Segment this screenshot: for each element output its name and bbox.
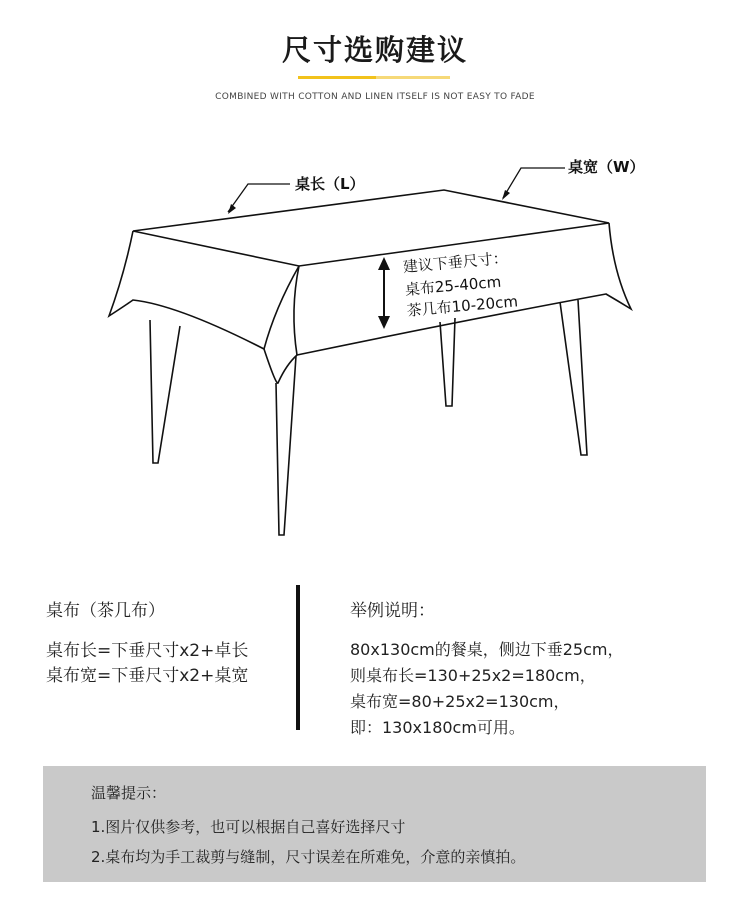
title-accent-bar xyxy=(298,76,376,79)
example-section xyxy=(350,596,624,741)
formula-heading: 桌布（茶几布） xyxy=(46,601,165,621)
table-leg-front-left xyxy=(276,356,296,535)
length-pointer xyxy=(228,184,290,212)
drop-arrow-up xyxy=(378,257,390,270)
example-line: 即：130x180cm可用。 xyxy=(350,718,525,737)
length-label: 桌长（L） xyxy=(295,175,365,193)
formula-width: 桌布宽=下垂尺寸x2+桌宽 xyxy=(46,666,249,686)
table-leg-back-left xyxy=(150,320,180,463)
example-heading: 举例说明： xyxy=(350,601,435,621)
tips-heading: 温馨提示： xyxy=(91,784,167,802)
width-pointer xyxy=(503,168,565,198)
example-line: 80x130cm的餐桌，侧边下垂25cm， xyxy=(350,640,624,659)
drop-coffee-table: 茶几布10-20cm xyxy=(406,292,519,320)
tips-box xyxy=(43,766,706,882)
width-label: 桌宽（W） xyxy=(568,158,645,176)
table-diagram xyxy=(0,140,750,560)
drop-arrow-down xyxy=(378,316,390,329)
drop-title: 建议下垂尺寸： xyxy=(402,248,509,277)
table-leg-back-right xyxy=(440,318,455,406)
example-line: 桌布宽=80+25x2=130cm， xyxy=(350,692,570,711)
tip-item: 2.桌布均为手工裁剪与缝制，尺寸误差在所难免，介意的亲慎拍。 xyxy=(91,848,526,866)
formula-length: 桌布长=下垂尺寸x2+卓长 xyxy=(46,641,249,661)
title-accent-bar-light xyxy=(376,76,450,79)
table-top xyxy=(133,190,609,266)
formula-section xyxy=(46,596,248,689)
drop-tablecloth: 桌布25-40cm xyxy=(404,272,502,299)
page-title: 尺寸选购建议 xyxy=(281,33,468,67)
example-line: 则桌布长=130+25x2=180cm， xyxy=(350,666,596,685)
tablecloth-drape-left xyxy=(109,231,299,349)
column-divider xyxy=(296,585,300,730)
tip-item: 1.图片仅供参考，也可以根据自己喜好选择尺寸 xyxy=(91,818,406,836)
table-leg-front-right xyxy=(560,300,587,455)
page-subtitle: COMBINED WITH COTTON AND LINEN ITSELF IS NOT EASY TO FADE xyxy=(215,92,535,102)
